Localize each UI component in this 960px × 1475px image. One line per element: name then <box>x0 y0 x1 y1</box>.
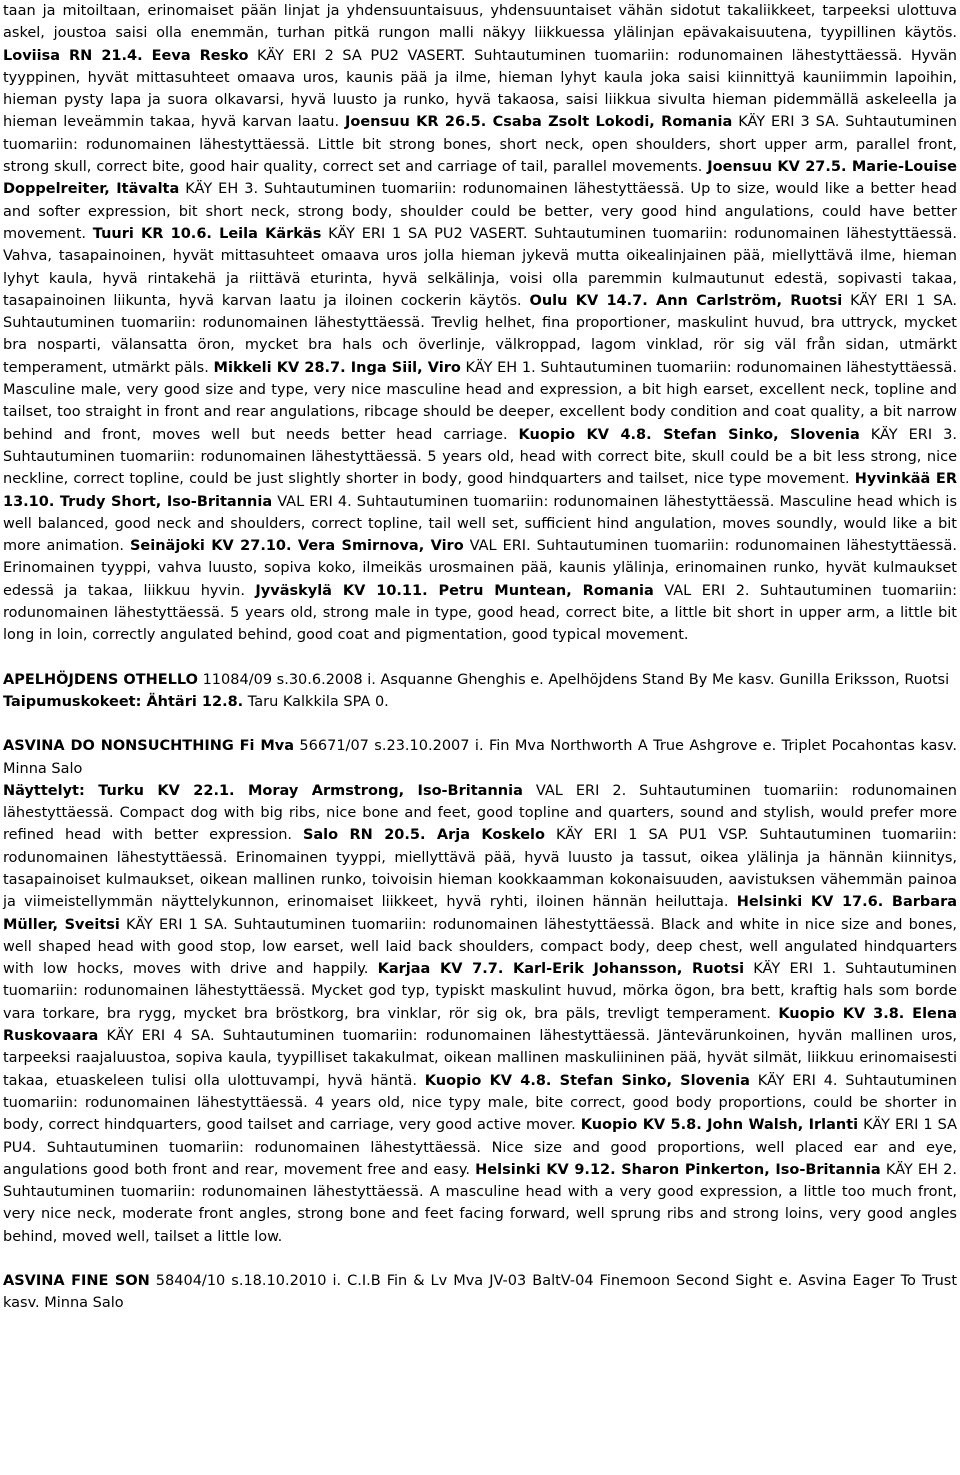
text-run: KÄY ERI 1 SA. Suhtautuminen tuomariin: rodunomainen lähestyttäessä. Black and white in nice size and bones, well shaped head with good stop, low earset, well laid back shoulders, compact body, deep chest, well angulated hindquarters with low hocks, moves with drive and happily. <box>3 916 957 978</box>
text-run: taan ja mitoiltaan, erinomaiset pään linjat ja yhdensuuntaisuus, yhdensuuntaiset vähän sidotut takaliikkeet, tarpeeksi ulottuva askel, joustoa saisi olla enemmän, turhan pitkä rungon malli näkyy liikkuessa ylälinjan epävakaisuutena, tyypillinen käytös. <box>3 3 957 42</box>
text-run: KÄY ERI 3. Suhtautuminen tuomariin: rodunomainen lähestyttäessä. 5 years old, head with correct bite, skull could be a bit less strong, nice neckline, correct topline, could be just slightly shorter in body, good hindquarters and tailset, nice type movement. <box>3 426 957 488</box>
text-run: KÄY EH 1. Suhtautuminen tuomariin: rodunomainen lähestyttäessä. Masculine male, very good size and type, very nice masculine head and expression, a bit high earset, excellent neck, topline and tailset, too straight in front and rear angulations, ribcage should be deeper, excellent body condition and coat quality, a bit narrow behind and front, moves well but needs better head carriage. <box>3 359 957 443</box>
text-run: 58404/10 s.18.10.2010 i. C.I.B Fin & Lv Mva JV-03 BaltV-04 Finemoon Second Sight e. Asvina Eager To Trust kasv. Minna Salo <box>3 1273 958 1312</box>
text-paragraph <box>3 1270 957 1315</box>
text-run: KÄY ERI 1 SA PU2 VASERT. Suhtautuminen tuomariin: rodunomainen lähestyttäessä. Vahva, tasapainoinen, hyvät mittasuhteet omaava uros jolla hieman jykevä mutta oikealinjainen pää, miellyttävä ilme, hieman lyhyt kaula, hyvä rintakehä ja riittävä eturinta, hyvä selkälinja, voisi olla paremmin kulmautunut edestä, sopivasti takaa, tasapainoinen liikunta, hyvä karvan laatu ja iloinen cockerin käytös. <box>3 225 957 309</box>
bold-run: Karjaa KV 7.7. Karl-Erik Johansson, Ruotsi <box>377 961 745 978</box>
bold-run: Joensuu KV 27.5. Marie-Louise Doppelreiter, Itävalta <box>3 159 957 198</box>
bold-run: APELHÖJDENS OTHELLO <box>3 671 198 688</box>
bold-run: Jyväskylä KV 10.11. Petru Muntean, Romania <box>255 582 654 599</box>
text-paragraph <box>3 0 957 647</box>
text-run: VAL ERI. Suhtautuminen tuomariin: rodunomainen lähestyttäessä. Erinomainen tyyppi, vahva luusto, sopiva koko, ilmeikäs urosmainen pää, kaunis ylälinja, erinomainen runko, hyvät kulmaukset edessä ja takaa, liikkuu hyvin. <box>3 538 957 599</box>
bold-run: Loviisa RN 21.4. Eeva Resko <box>3 47 249 64</box>
text-run: KÄY ERI 4. Suhtautuminen tuomariin: rodunomainen lähestyttäessä. 4 years old, nice typy male, bite correct, good body proportions, could be shorter in body, correct hindquarters, good tailset and carriage, very good active mover. <box>3 1072 957 1134</box>
text-run: VAL ERI 2. Suhtautuminen tuomariin: rodunomainen lähestyttäessä. 5 years old, strong male in type, good head, correct bite, a little bit short in upper arm, a little bit long in loin, correctly angulated behind, good coat and pigmentation, good typical movement. <box>3 582 957 644</box>
bold-run: Joensuu KR 26.5. Csaba Zsolt Lokodi, Romania <box>344 114 733 131</box>
text-run: KÄY ERI 2 SA PU2 VASERT. Suhtautuminen tuomariin: rodunomainen lähestyttäessä. Hyvän tyyppinen, hyvät mittasuhteet omaava uros, kaunis pää ja ilme, hieman lyhyt kaula joka saisi kiinnittyä kauniimmin lapoihin, hieman pysty lapa ja suora olkavarsi, hyvä luusto ja runko, hyvä takaosa, saisi liikkua sivulta hieman pidemmällä askeleella ja hieman leveämmin takaa, hyvä karvan laatu. <box>3 47 957 131</box>
text-run: KÄY ERI 1 SA. Suhtautuminen tuomariin: rodunomainen lähestyttäessä. Trevlig helhet, fina proportioner, maskulint huvud, bra uttryck, mycket bra nosparti, välansatta öron, mycket bra hals och överlinje, välkroppad, lagom vinklad, rör sig väl från sidan, utmärkt temperament, utmärkt päls. <box>3 292 957 376</box>
bold-run: Helsinki KV 9.12. Sharon Pinkerton, Iso-Britannia <box>475 1161 881 1178</box>
text-paragraph <box>3 691 957 713</box>
bold-run: Salo RN 20.5. Arja Koskelo <box>302 827 545 844</box>
bold-run: ASVINA DO NONSUCHTHING Fi Mva <box>3 738 295 755</box>
text-run: Taru Kalkkila SPA 0. <box>243 693 389 710</box>
bold-run: Näyttelyt: Turku KV 22.1. Moray Armstrong, Iso-Britannia <box>3 782 523 799</box>
bold-run: Taipumuskokeet: Ähtäri 12.8. <box>3 693 244 710</box>
bold-run: Kuopio KV 4.8. Stefan Sinko, Slovenia <box>424 1072 750 1089</box>
text-paragraph <box>3 669 957 691</box>
text-run: KÄY ERI 1. Suhtautuminen tuomariin: rodunomainen lähestyttäessä. Mycket god typ, typiskt maskulint huvud, mörka ögon, bra bett, kraftig hals som borde vara torkare, bra rygg, mycket bra bröstkorg, bra vinklar, rör sig ok, bra päls, trevligt temperament. <box>3 961 957 1022</box>
bold-run: Mikkeli KV 28.7. Inga Siil, Viro <box>213 359 461 376</box>
text-run: KÄY ERI 3 SA. Suhtautuminen tuomariin: rodunomainen lähestyttäessä. Little bit strong bones, short neck, open shoulders, short upper arm, parallel front, strong skull, correct bite, good hair quality, correct set and carriage of tail, parallel movements. <box>3 114 957 176</box>
bold-run: Oulu KV 14.7. Ann Carlström, Ruotsi <box>529 292 843 309</box>
bold-run: Tuuri KR 10.6. Leila Kärkäs <box>92 225 322 242</box>
text-run: KÄY EH 3. Suhtautuminen tuomariin: rodunomainen lähestyttäessä. Up to size, would like a better head and softer expression, bit short neck, strong body, shoulder could be better, very good hind angulations, could have better movement. <box>3 181 957 242</box>
text-run: VAL ERI 4. Suhtautuminen tuomariin: rodunomainen lähestyttäessä. Masculine head which is well balanced, good neck and shoulders, correct topline, tail well set, sufficient hind angulation, moves soundly, would like a bit more animation. <box>3 493 957 555</box>
text-paragraph <box>3 735 957 780</box>
bold-run: Kuopio KV 5.8. John Walsh, Irlanti <box>580 1117 859 1134</box>
text-run: 56671/07 s.23.10.2007 i. Fin Mva Northworth A True Ashgrove e. Triplet Pocahontas kasv. Minna Salo <box>3 738 957 777</box>
bold-run: Kuopio KV 3.8. Elena Ruskovaara <box>3 1005 957 1045</box>
text-run: KÄY ERI 4 SA. Suhtautuminen tuomariin: rodunomainen lähestyttäessä. Jäntevärunkoinen, hyvän mallinen uros, tarpeeksi raajaluustoa, sopiva kaula, tyypilliset takakulmat, oikean mallinen maskuliininen pää, hyvät silmät, liikkuu erinomaisesti takaa, etuaskeleen tulisi olla ulottuvampi, hyvä häntä. <box>3 1028 957 1089</box>
bold-run: ASVINA FINE SON <box>3 1273 150 1290</box>
text-paragraph <box>3 780 957 1248</box>
bold-run: Seinäjoki KV 27.10. Vera Smirnova, Viro <box>129 538 464 555</box>
bold-run: Helsinki KV 17.6. Barbara Müller, Sveitsi <box>3 894 957 933</box>
text-run: KÄY ERI 1 SA PU4. Suhtautuminen tuomariin: rodunomainen lähestyttäessä. Nice size and good proportions, well placed ear and eye, angulations good both front and rear, movement free and easy. <box>3 1117 957 1178</box>
text-run: KÄY ERI 1 SA PU1 VSP. Suhtautuminen tuomariin: rodunomainen lähestyttäessä. Erinomainen tyyppi, miellyttävä pää, hyvä luusto ja tassut, oikea ylälinja ja hännän kiinnitys, tasapainoiset kulmaukset, oikean mallinen runko, toivoisin hieman kookkaamman kokonaisuuden, aavistuksen vähemmän painoa ja viimeistellymmän näyttelykunnon, erinomaiset liikkeet, hyvä ryhti, iloinen hännän heiluttaja. <box>3 827 957 911</box>
text-run: VAL ERI 2. Suhtautuminen tuomariin: rodunomainen lähestyttäessä. Compact dog with big ribs, nice bone and feet, good topline and quarters, sound and stylish, would prefer more refined head with better expression. <box>3 782 957 844</box>
bold-run: Hyvinkää ER 13.10. Trudy Short, Iso-Britannia <box>3 471 957 510</box>
bold-run: Kuopio KV 4.8. Stefan Sinko, Slovenia <box>518 426 860 443</box>
text-run: 11084/09 s.30.6.2008 i. Asquanne Ghenghis e. Apelhöjdens Stand By Me kasv. Gunilla Eriksson, Ruotsi <box>197 671 950 688</box>
text-run: KÄY EH 2. Suhtautuminen tuomariin: rodunomainen lähestyttäessä. A masculine head with a very good expression, a little too much front, very nice neck, moderate front angles, strong bone and feet facing forward, well sprung ribs and strong loins, very good angles behind, moved well, tailset a little low. <box>3 1161 957 1245</box>
